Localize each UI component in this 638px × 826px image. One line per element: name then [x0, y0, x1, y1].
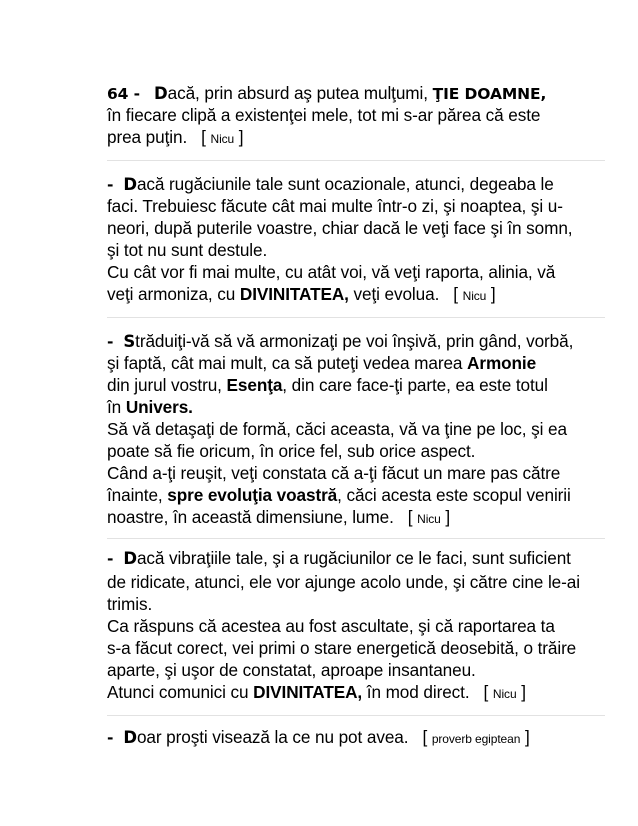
source-attribution: Nicu: [492, 687, 517, 701]
drop-letter: D: [123, 175, 137, 194]
source-attribution: proverb egiptean: [431, 732, 521, 746]
entry-5-line-1: - Doar proşti visează la ce nu pot avea. [ proverb egiptean ]: [107, 727, 530, 747]
emphasis: Univers.: [125, 397, 193, 417]
entry-4-line-4: Ca răspuns că acestea au fost ascultate, şi că raportarea ta: [107, 616, 555, 636]
entry-3-line-6: poate să fie oricum, în orice fel, sub orice aspect.: [107, 441, 476, 461]
entry-4-line-5: s-a făcut corect, vei primi o stare energetică deosebită, o trăire: [107, 638, 577, 658]
emphasis: ŢIE DOAMNE,: [432, 85, 547, 103]
entry-number: 64 -: [107, 85, 140, 103]
text: , din care face-ţi parte, ea este totul: [282, 375, 548, 395]
text: din jurul vostru,: [107, 375, 227, 395]
entry-4-line-1: [107, 547, 571, 570]
entry-3-line-2: [107, 352, 536, 374]
entry-3-line-5: Să vă detaşaţi de formă, căci aceasta, vă va ţine pe loc, şi ea: [107, 419, 567, 439]
text: acă, prin absurd aş putea mulţumi,: [167, 83, 433, 103]
text: , căci acesta este scopul venirii: [337, 485, 571, 505]
entry-64-line-1: [107, 82, 546, 105]
bullet-dash: -: [107, 176, 114, 194]
entry-4-line-3: trimis.: [107, 594, 153, 614]
entry-2-line-3: neori, după puterile voastre, chiar dacă le veţi face şi în somn,: [107, 218, 573, 238]
bullet-dash: -: [107, 333, 114, 351]
entry-3-line-8: [107, 484, 571, 506]
bullet-dash: -: [107, 550, 114, 568]
entry-3-line-3: [107, 374, 548, 396]
emphasis: Esenţa: [226, 375, 283, 395]
entry-3-line-7: Când a-ţi reuşit, veţi constata că a-ţi făcut un mare pas către: [107, 463, 561, 483]
entry-3-line-1: [107, 330, 573, 353]
text: veţi evolua.: [348, 284, 440, 304]
entry-2-line-2: faci. Trebuiesc făcute cât mai multe într-o zi, şi noaptea, şi u-: [107, 196, 563, 216]
text: veţi armoniza, cu: [107, 284, 240, 304]
text: prea puţin.: [107, 127, 188, 147]
drop-letter: D: [123, 728, 137, 747]
text: în mod direct.: [362, 682, 470, 702]
text: oar proşti visează la ce nu pot avea.: [136, 727, 409, 747]
entry-2-line-6: veţi armoniza, cu DIVINITATEA, veţi evolua. [ Nicu ]: [107, 284, 496, 304]
entry-64-line-2: în fiecare clipă a existenţei mele, tot mi s-ar părea că este: [107, 105, 541, 125]
bullet-dash: -: [107, 729, 114, 747]
entry-2-line-4: şi tot nu sunt destule.: [107, 240, 268, 260]
separator: [107, 160, 605, 161]
separator: [107, 317, 605, 318]
entry-4-line-7: Atunci comunici cu DIVINITATEA, în mod direct. [ Nicu ]: [107, 682, 526, 702]
entry-4-line-2: de ridicate, atunci, ele vor ajunge acolo unde, şi către cine le-ai: [107, 572, 580, 592]
emphasis: spre evoluţia voastră: [167, 485, 338, 505]
drop-letter: D: [123, 549, 137, 568]
text: trăduiţi-vă să vă armonizaţi pe voi înşivă, prin gând, vorbă,: [135, 331, 574, 351]
entry-3-line-4: [107, 396, 193, 418]
entry-4-line-6: aparte, şi uşor de constatat, aproape insantaneu.: [107, 660, 476, 680]
text: acă rugăciunile tale sunt ocazionale, atunci, degeaba le: [136, 174, 554, 194]
source-attribution: Nicu: [417, 512, 441, 526]
separator: [107, 538, 605, 539]
text: în: [107, 397, 126, 417]
entry-2-line-1: [107, 173, 554, 196]
text: Atunci comunici cu: [107, 682, 254, 702]
drop-letter: S: [123, 332, 136, 351]
text: şi faptă, cât mai mult, ca să puteţi vedea marea: [107, 353, 468, 373]
emphasis: DIVINITATEA,: [253, 682, 363, 702]
entry-3-line-9: noastre, în această dimensiune, lume. [ Nicu ]: [107, 507, 451, 527]
emphasis: DIVINITATEA,: [239, 284, 349, 304]
source-attribution: Nicu: [210, 132, 235, 146]
emphasis: Armonie: [467, 353, 537, 373]
text: noastre, în această dimensiune, lume.: [107, 507, 394, 527]
text: înainte,: [107, 485, 168, 505]
separator: [107, 715, 605, 716]
source-attribution: Nicu: [462, 289, 487, 303]
entry-64-line-3: prea puţin. [ Nicu ]: [107, 127, 244, 147]
entry-2-line-5: Cu cât vor fi mai multe, cu atât voi, vă veţi raporta, alinia, vă: [107, 262, 556, 282]
drop-letter: D: [154, 84, 168, 103]
text: acă vibraţiile tale, şi a rugăciunilor ce le faci, sunt suficient: [136, 548, 571, 568]
